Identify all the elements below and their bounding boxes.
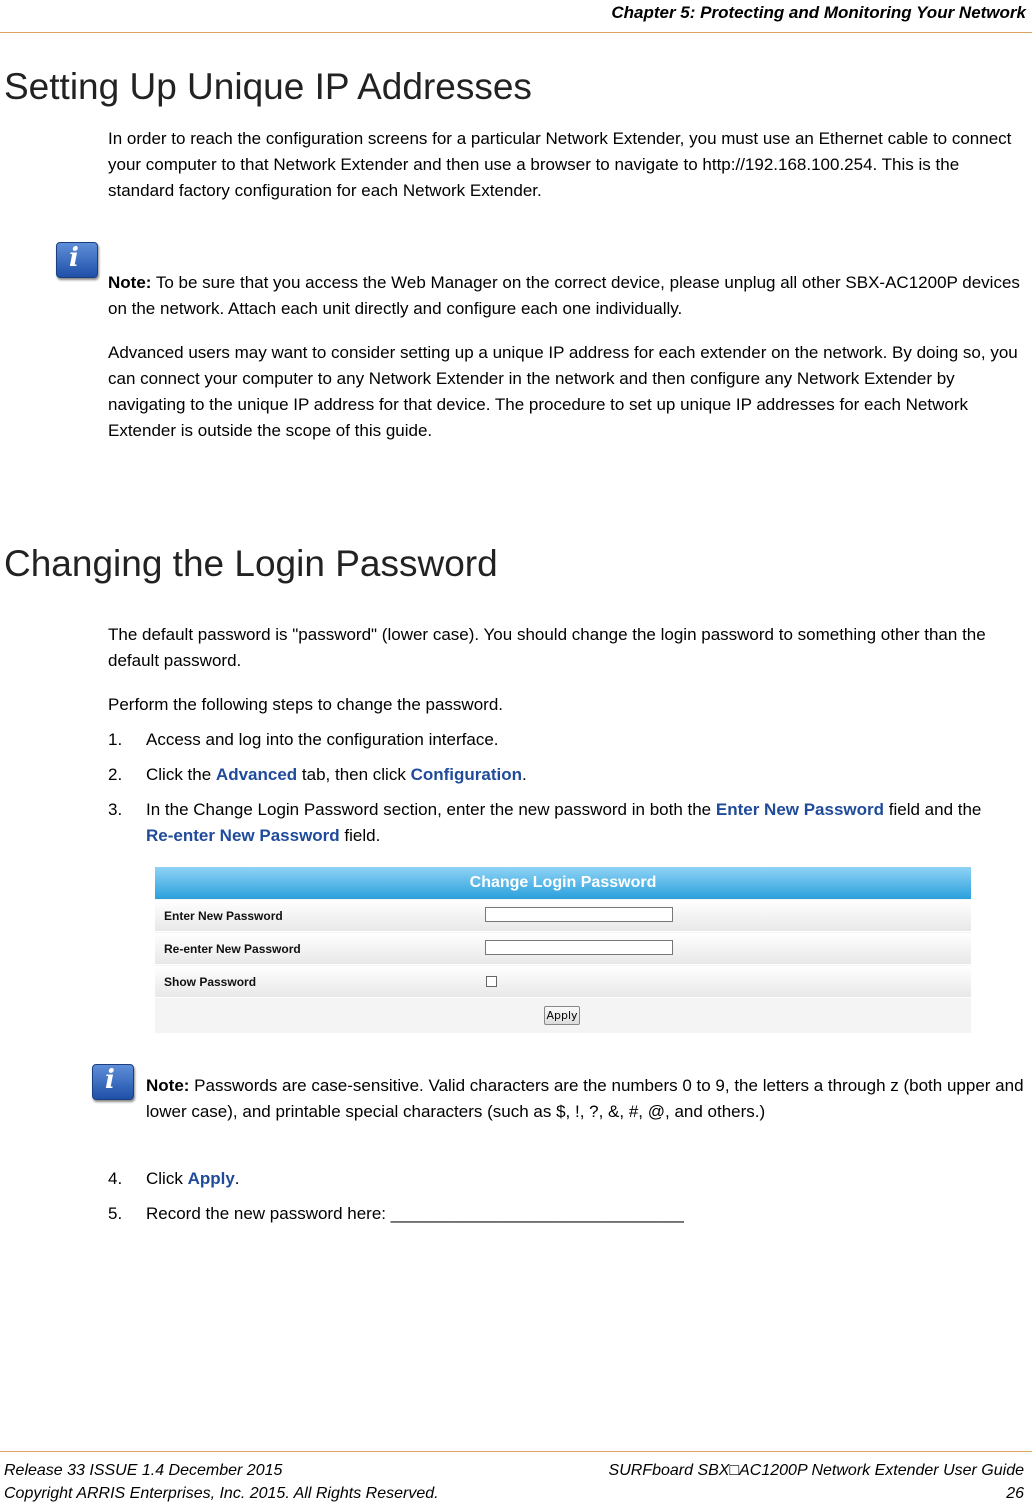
note-unplug: Note: To be sure that you access the Web Manager on the correct device, please unplug all other SBX-AC1200P devices on the network. Attach each unit directly and configure each one individually. [108,273,1020,318]
panel-title: Change Login Password [155,867,971,899]
page-header [0,0,1032,33]
intro-paragraph: In order to reach the configuration screens for a particular Network Extender, you must use an Ethernet cable to connect your computer to that Network Extender and then use a browser to navigate to http://192.168.100.254. This is the standard factory configuration for each Network Extender. [108,129,1012,200]
footer-page-number: 26 [1006,1485,1024,1502]
section-title-unique-ip: Setting Up Unique IP Addresses [4,66,532,107]
advanced-paragraph: Advanced users may want to consider setting up a unique IP address for each extender on the network. By doing so, you can connect your computer to any Network Extender in the network and then configure any Network Extender by navigating to the unique IP address for that device. The procedure to set up unique IP addresses for each Network Extender is outside the scope of this guide. [108,343,1018,440]
password-intro: The default password is "password" (lower case). You should change the login password to something other than the default password. [108,625,986,670]
reenter-new-password-input[interactable] [485,940,673,955]
apply-button[interactable]: Apply [544,1006,580,1025]
note-case-sensitive: Note: Passwords are case-sensitive. Valid characters are the numbers 0 to 9, the letters a through z (both upper and lower case), and printable special characters (such as $, !, ?, &, #, @, and others.) [146,1076,1024,1121]
info-icon: i [56,242,98,278]
row-enter-new-password: Enter New Password [155,900,971,932]
show-password-checkbox[interactable] [486,976,497,987]
change-login-password-screenshot [155,867,971,1033]
info-icon: i [92,1064,134,1100]
enter-new-password-input[interactable] [485,907,673,922]
footer-guide-title: SURFboard SBX□AC1200P Network Extender User Guide [608,1462,1024,1479]
footer-copyright: Copyright ARRIS Enterprises, Inc. 2015. All Rights Reserved. [4,1485,439,1502]
footer-release: Release 33 ISSUE 1.4 December 2015 [4,1462,283,1479]
section-title-login-password: Changing the Login Password [4,543,498,584]
row-reenter-new-password: Re-enter New Password [155,933,971,965]
footer-rule [0,1451,1032,1452]
row-show-password: Show Password [155,966,971,998]
perform-steps-text: Perform the following steps to change the password. [108,695,503,714]
chapter-heading: Chapter 5: Protecting and Monitoring Your Network [611,3,1026,22]
